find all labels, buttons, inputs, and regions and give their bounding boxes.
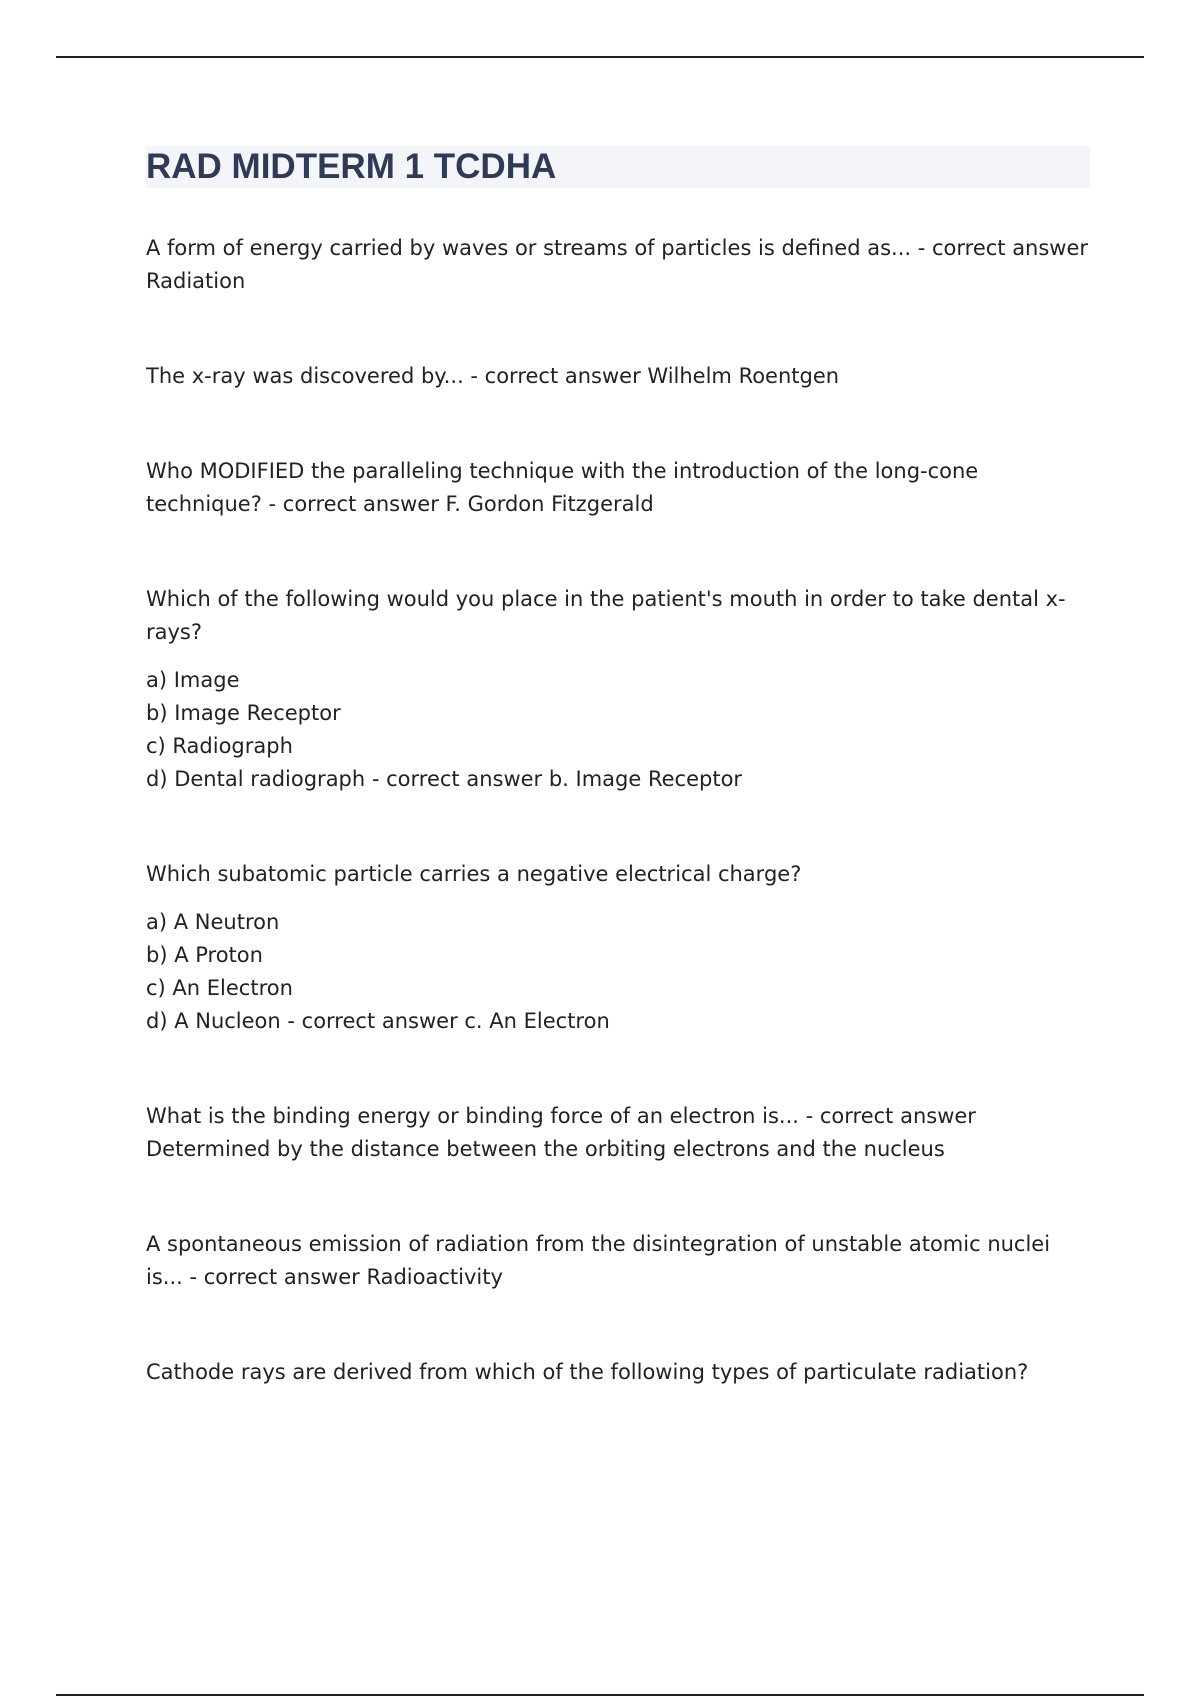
qa-item [146, 232, 1090, 298]
qa-item [146, 1228, 1090, 1294]
qa-item [146, 858, 1090, 1038]
option: d) Dental radiograph - correct answer b. Image Receptor [146, 767, 743, 791]
option: c) Radiograph [146, 734, 293, 758]
qa-text: A spontaneous emission of radiation from the disintegration of unstable atomic nuclei is... - correct answer Radioactivity [146, 1232, 1051, 1289]
bottom-rule [56, 1694, 1144, 1696]
qa-item [146, 1100, 1090, 1166]
options-list [146, 664, 1090, 796]
options-list [146, 906, 1090, 1038]
top-rule [56, 56, 1144, 58]
option: c) An Electron [146, 976, 293, 1000]
qa-text: Which of the following would you place in the patient's mouth in order to take dental x-rays? [146, 587, 1066, 644]
qa-text: Cathode rays are derived from which of the following types of particulate radiation? [146, 1360, 1029, 1384]
document-title: RAD MIDTERM 1 TCDHA [146, 147, 557, 186]
qa-text: What is the binding energy or binding force of an electron is... - correct answer Determined by the distance between the orbiting electrons and the nucleus [146, 1104, 976, 1161]
option: a) A Neutron [146, 910, 280, 934]
qa-item [146, 1356, 1090, 1389]
qa-list [146, 232, 1090, 1451]
option: b) A Proton [146, 943, 263, 967]
option: d) A Nucleon - correct answer c. An Electron [146, 1009, 610, 1033]
qa-item [146, 360, 1090, 393]
option: b) Image Receptor [146, 701, 341, 725]
qa-item [146, 583, 1090, 796]
qa-text: The x-ray was discovered by... - correct answer Wilhelm Roentgen [146, 364, 840, 388]
qa-item [146, 455, 1090, 521]
qa-text: A form of energy carried by waves or streams of particles is defined as... - correct answer Radiation [146, 236, 1089, 293]
qa-text: Who MODIFIED the paralleling technique with the introduction of the long-cone technique? - correct answer F. Gordon Fitzgerald [146, 459, 979, 516]
qa-text: Which subatomic particle carries a negative electrical charge? [146, 862, 802, 886]
option: a) Image [146, 668, 240, 692]
